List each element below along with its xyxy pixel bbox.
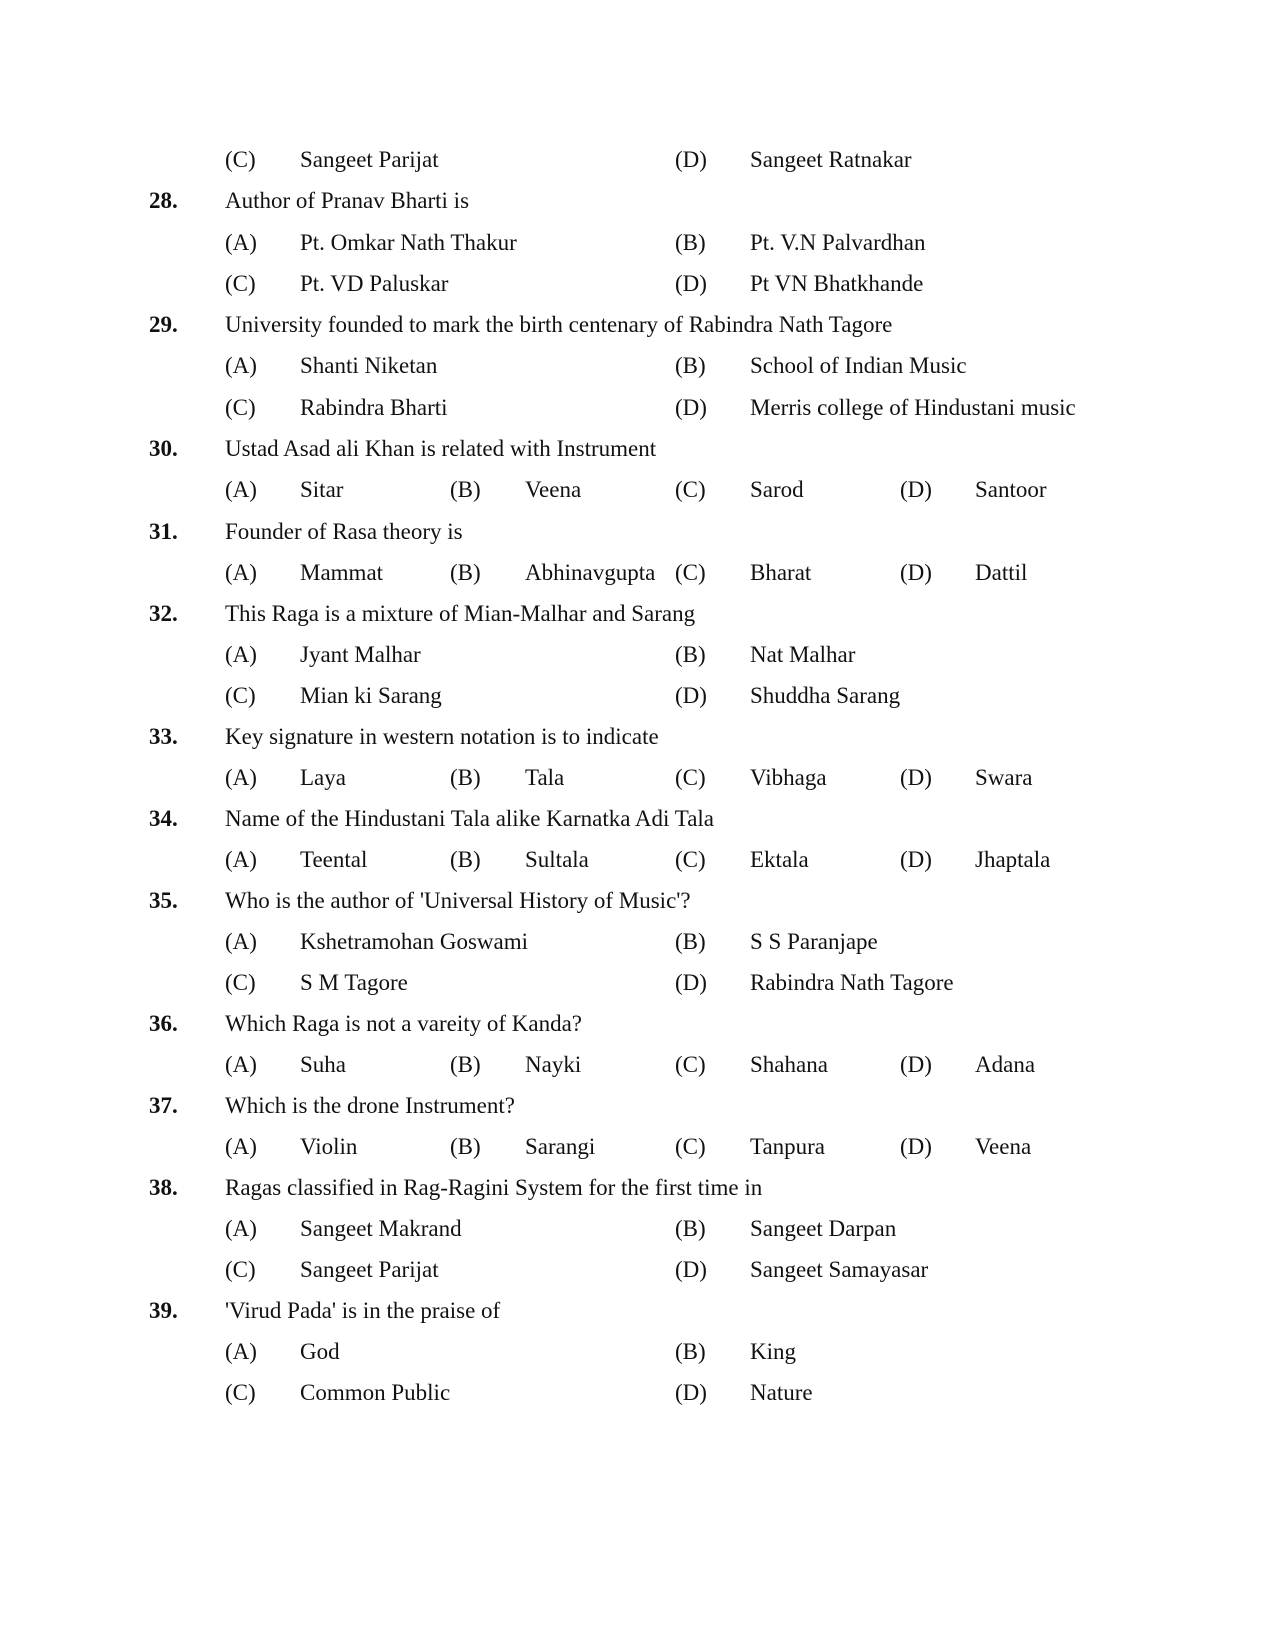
option-label: (C) [225,970,256,995]
option-label: (A) [225,765,257,790]
question-row [0,514,1275,550]
option-text: Tanpura [750,1134,826,1159]
option-row [0,1211,1275,1247]
question-number: 36. [149,1011,178,1036]
option-row [0,1252,1275,1288]
option-label: (B) [675,1339,706,1364]
option-label: (C) [225,1257,256,1282]
option-label: (A) [225,1052,257,1077]
option-text: Veena [525,477,582,502]
question-text: Name of the Hindustani Tala alike Karnatka Adi Tala [225,806,714,831]
option-label: (C) [675,560,706,585]
option-text: Veena [975,1134,1032,1159]
option-label: (B) [675,642,706,667]
question-text: This Raga is a mixture of Mian-Malhar and Sarang [225,601,696,626]
option-text: Nature [750,1380,813,1405]
option-label: (A) [225,929,257,954]
question-number: 37. [149,1093,178,1118]
option-label: (A) [225,1339,257,1364]
option-label: (D) [675,147,707,172]
option-text: Sitar [300,477,344,502]
option-label: (A) [225,230,257,255]
question-row [0,596,1275,632]
question-row [0,1170,1275,1206]
question-number: 39. [149,1298,178,1323]
option-label: (A) [225,353,257,378]
option-text: Mammat [300,560,384,585]
question-number: 29. [149,312,178,337]
option-label: (A) [225,1134,257,1159]
question-text: Founder of Rasa theory is [225,519,463,544]
option-text: Pt. VD Paluskar [300,271,449,296]
option-label: (C) [225,271,256,296]
question-text: Who is the author of 'Universal History of Music'? [225,888,691,913]
option-label: (C) [675,1134,706,1159]
option-label: (C) [675,477,706,502]
option-row [0,1375,1275,1411]
option-text: Sangeet Parijat [300,147,439,172]
option-label: (D) [900,477,932,502]
option-text: S M Tagore [300,970,408,995]
question-number: 34. [149,806,178,831]
option-row [0,1129,1275,1165]
question-row [0,1006,1275,1042]
option-row [0,965,1275,1001]
question-number: 30. [149,436,178,461]
option-text: S S Paranjape [750,929,878,954]
option-text: Laya [300,765,346,790]
option-row [0,842,1275,878]
option-text: Dattil [975,560,1028,585]
option-label: (B) [675,929,706,954]
option-text: Sangeet Samayasar [750,1257,929,1282]
question-number: 31. [149,519,178,544]
option-label: (C) [675,1052,706,1077]
option-text: Nayki [525,1052,582,1077]
option-label: (D) [675,683,707,708]
option-row [0,225,1275,261]
option-label: (D) [675,970,707,995]
option-text: Pt VN Bhatkhande [750,271,924,296]
option-text: Merris college of Hindustani music [750,395,1076,420]
option-text: Rabindra Nath Tagore [750,970,954,995]
option-label: (C) [225,395,256,420]
option-text: Ektala [750,847,809,872]
option-row [0,924,1275,960]
option-text: God [300,1339,340,1364]
option-text: Sangeet Makrand [300,1216,462,1241]
option-row [0,637,1275,673]
option-row [0,472,1275,508]
option-text: Swara [975,765,1033,790]
option-text: Sultala [525,847,589,872]
option-text: Sarod [750,477,804,502]
option-label: (B) [450,1052,481,1077]
question-text: Ustad Asad ali Khan is related with Instrument [225,436,657,461]
question-number: 28. [149,188,178,213]
option-label: (D) [900,847,932,872]
option-text: Abhinavgupta [525,560,656,585]
option-text: Shahana [750,1052,828,1077]
option-label: (B) [450,1134,481,1159]
option-text: Rabindra Bharti [300,395,448,420]
question-text: Author of Pranav Bharti is [225,188,470,213]
option-text: Pt. V.N Palvardhan [750,230,926,255]
option-text: Pt. Omkar Nath Thakur [300,230,517,255]
question-number: 32. [149,601,178,626]
option-text: Adana [975,1052,1036,1077]
option-label: (B) [675,230,706,255]
option-text: Sarangi [525,1134,596,1159]
option-label: (A) [225,560,257,585]
question-row [0,883,1275,919]
option-text: Teental [300,847,368,872]
option-text: Jyant Malhar [300,642,421,667]
option-label: (C) [225,1380,256,1405]
option-label: (A) [225,642,257,667]
option-text: Jhaptala [975,847,1051,872]
option-row [0,1047,1275,1083]
option-label: (C) [225,683,256,708]
option-row [0,1334,1275,1370]
option-label: (B) [450,560,481,585]
option-text: Santoor [975,477,1047,502]
question-row [0,431,1275,467]
option-label: (B) [675,1216,706,1241]
option-text: Shuddha Sarang [750,683,901,708]
option-text: Suha [300,1052,346,1077]
option-label: (D) [675,1380,707,1405]
question-text: Key signature in western notation is to indicate [225,724,659,749]
option-row [0,555,1275,591]
question-row [0,183,1275,219]
option-row [0,266,1275,302]
option-row [0,348,1275,384]
option-text: Mian ki Sarang [300,683,442,708]
option-text: School of Indian Music [750,353,967,378]
option-label: (D) [900,1134,932,1159]
option-label: (C) [675,847,706,872]
option-text: King [750,1339,796,1364]
question-row [0,1088,1275,1124]
option-text: Violin [300,1134,358,1159]
question-row [0,1293,1275,1329]
question-number: 35. [149,888,178,913]
question-number: 38. [149,1175,178,1200]
question-row [0,307,1275,343]
option-label: (B) [450,477,481,502]
option-text: Nat Malhar [750,642,856,667]
option-label: (B) [675,353,706,378]
option-label: (C) [675,765,706,790]
option-label: (A) [225,477,257,502]
question-text: Which is the drone Instrument? [225,1093,515,1118]
option-text: Common Public [300,1380,451,1405]
option-label: (D) [900,765,932,790]
option-label: (D) [675,1257,707,1282]
option-row [0,390,1275,426]
question-number: 33. [149,724,178,749]
question-text: Which Raga is not a vareity of Kanda? [225,1011,583,1036]
option-label: (C) [225,147,256,172]
option-text: Kshetramohan Goswami [300,929,529,954]
option-label: (D) [675,395,707,420]
question-text: Ragas classified in Rag-Ragini System for the first time in [225,1175,763,1200]
option-text: Shanti Niketan [300,353,438,378]
option-text: Sangeet Ratnakar [750,147,912,172]
option-text: Sangeet Parijat [300,1257,439,1282]
option-text: Vibhaga [750,765,827,790]
question-text: 'Virud Pada' is in the praise of [225,1298,501,1323]
question-row [0,801,1275,837]
option-label: (D) [675,271,707,296]
option-row [0,678,1275,714]
option-row [0,142,1275,178]
option-label: (B) [450,847,481,872]
option-row [0,760,1275,796]
question-text: University founded to mark the birth centenary of Rabindra Nath Tagore [225,312,893,337]
option-label: (D) [900,1052,932,1077]
option-label: (B) [450,765,481,790]
option-label: (D) [900,560,932,585]
option-label: (A) [225,847,257,872]
option-text: Bharat [750,560,812,585]
option-text: Sangeet Darpan [750,1216,897,1241]
option-label: (A) [225,1216,257,1241]
option-text: Tala [525,765,565,790]
question-row [0,719,1275,755]
